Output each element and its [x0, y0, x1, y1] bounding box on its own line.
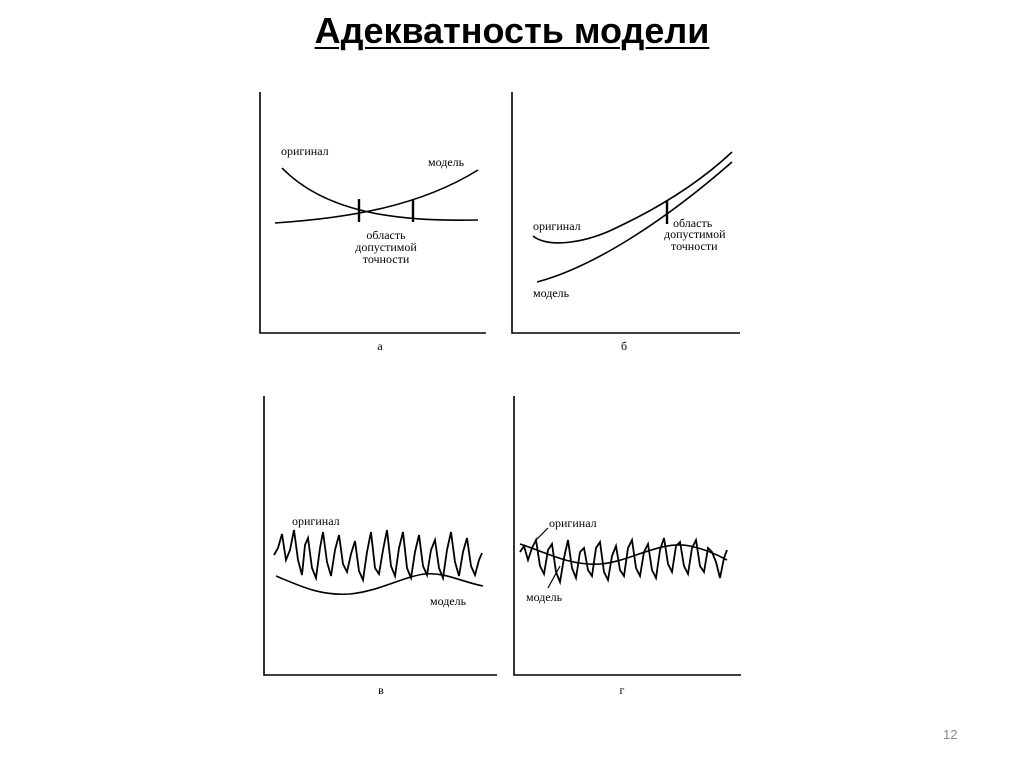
panel-v-model-label: модель [430, 594, 467, 608]
panel-b-zone-label-line1: область [673, 216, 713, 230]
panel-a-model-label: модель [428, 155, 465, 169]
panel-g-axes [514, 396, 741, 675]
panel-b-original-label: оригинал [533, 219, 581, 233]
panel-g-original-curve [520, 538, 727, 582]
panel-v-original-label: оригинал [292, 514, 340, 528]
slide-title: Адекватность модели [314, 10, 710, 51]
panel-a-zone-label-line1: область [366, 228, 406, 242]
panel-a [260, 92, 486, 333]
panel-g-original-label: оригинал [549, 516, 597, 530]
page-number: 12 [943, 727, 958, 742]
panel-g-model-label: модель [526, 590, 563, 604]
panel-v-axes [264, 396, 497, 675]
panel-a-zone-label-line3: точности [362, 252, 410, 266]
panel-a-caption: а [377, 339, 383, 353]
panel-a-original-curve [282, 168, 478, 220]
panel-a-model-curve [275, 170, 478, 223]
panel-b-zone-label-line3: точности [671, 239, 718, 253]
panel-g [514, 396, 741, 675]
panel-v-caption: в [378, 683, 384, 697]
panel-b-zone-label-line2: допустимой [664, 227, 726, 241]
panel-b-caption: б [620, 339, 628, 353]
panel-a-zone-label-line2: допустимой [355, 240, 417, 254]
panel-b-model-label: модель [533, 286, 570, 300]
panel-g-original-leader [536, 528, 548, 540]
panel-g-caption: г [619, 683, 625, 697]
panel-v-original-curve [274, 530, 482, 580]
panel-v-model-curve [276, 574, 483, 595]
panel-v [264, 396, 497, 675]
panel-a-original-label: оригинал [281, 144, 329, 158]
